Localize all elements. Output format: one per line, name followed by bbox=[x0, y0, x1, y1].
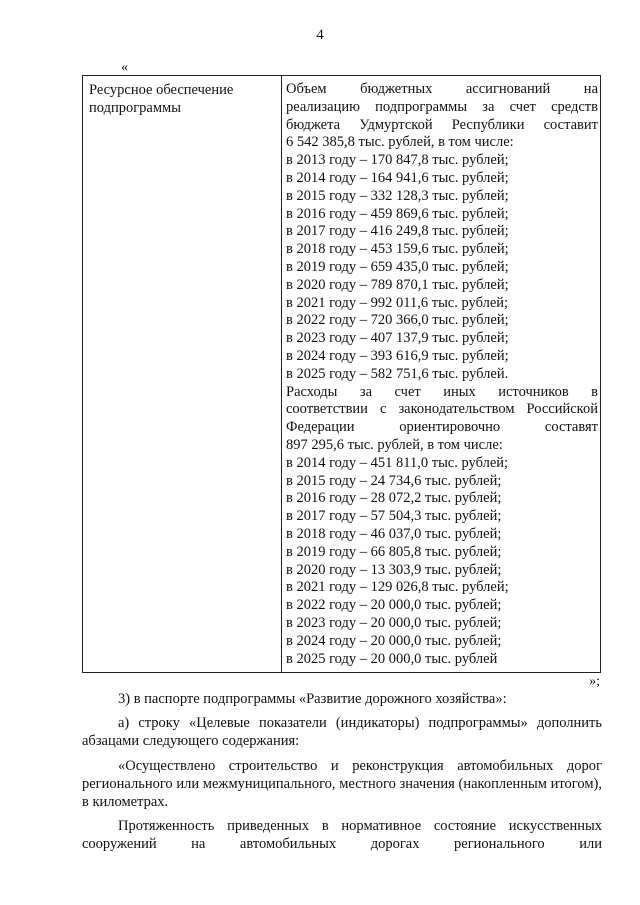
table-value-cell bbox=[286, 81, 598, 668]
other-intro-line: 897 295,6 тыс. рублей, в том числе: bbox=[286, 436, 503, 453]
budget-year-line: в 2016 году – 459 869,6 тыс. рублей; bbox=[286, 205, 509, 222]
budget-year-line: в 2021 году – 992 011,6 тыс. рублей; bbox=[286, 294, 509, 311]
other-year-line: в 2025 году – 20 000,0 тыс. рублей bbox=[286, 650, 498, 667]
other-year-line: в 2016 году – 28 072,2 тыс. рублей; bbox=[286, 490, 502, 507]
budget-year-line: в 2013 году – 170 847,8 тыс. рублей; bbox=[286, 152, 509, 169]
other-year-line: в 2020 году – 13 303,9 тыс. рублей; bbox=[286, 561, 502, 578]
other-year-line: в 2024 году – 20 000,0 тыс. рублей; bbox=[286, 632, 502, 649]
other-year-line: в 2017 году – 57 504,3 тыс. рублей; bbox=[286, 508, 502, 525]
other-intro-line: соответствии с законодательством Российской bbox=[286, 401, 598, 418]
document-body bbox=[82, 690, 602, 854]
other-intro-line: Федерации ориентировочно составят bbox=[286, 419, 598, 436]
budget-year-line: в 2023 году – 407 137,9 тыс. рублей; bbox=[286, 330, 509, 347]
budget-year-line: в 2019 году – 659 435,0 тыс. рублей; bbox=[286, 258, 509, 275]
paragraph-subitem-a-line: а) строку «Целевые показатели (индикаторы) подпрограммы» дополнить bbox=[118, 715, 602, 732]
paragraph-indicator-structures-line: сооружений на автомобильных дорогах регионального или bbox=[82, 836, 602, 853]
budget-year-line: в 2014 году – 164 941,6 тыс. рублей; bbox=[286, 169, 509, 186]
paragraph-item-3: 3) в паспорте подпрограммы «Развитие дорожного хозяйства»: bbox=[118, 691, 507, 707]
budget-year-line: в 2017 году – 416 249,8 тыс. рублей; bbox=[286, 223, 509, 240]
opening-quote-mark: « bbox=[121, 60, 128, 75]
budget-year-line: в 2022 году – 720 366,0 тыс. рублей; bbox=[286, 312, 509, 329]
budget-year-line: в 2015 году – 332 128,3 тыс. рублей; bbox=[286, 187, 509, 204]
paragraph-indicator-structures-line: Протяженность приведенных в нормативное состояние искусственных bbox=[118, 818, 602, 835]
budget-intro-line: реализацию подпрограммы за счет средств bbox=[286, 98, 598, 115]
other-year-line: в 2018 году – 46 037,0 тыс. рублей; bbox=[286, 525, 502, 542]
other-year-line: в 2023 году – 20 000,0 тыс. рублей; bbox=[286, 614, 502, 631]
other-year-line: в 2021 году – 129 026,8 тыс. рублей; bbox=[286, 579, 509, 596]
other-year-line: в 2022 году – 20 000,0 тыс. рублей; bbox=[286, 597, 502, 614]
budget-year-line: в 2020 году – 789 870,1 тыс. рублей; bbox=[286, 276, 509, 293]
page-number: 4 bbox=[316, 27, 324, 43]
paragraph-indicator-roads: «Осуществлено строительство и реконструкция автомобильных дорог регионального или межмуниципального, местного значения (накопленным итогом), в километрах. bbox=[82, 757, 602, 811]
budget-intro-line: Объем бюджетных ассигнований на bbox=[286, 81, 598, 97]
other-year-line: в 2015 году – 24 734,6 тыс. рублей; bbox=[286, 472, 502, 489]
closing-quote-mark: »; bbox=[589, 674, 600, 689]
column-divider bbox=[281, 76, 282, 672]
budget-year-line: в 2024 году – 393 616,9 тыс. рублей; bbox=[286, 347, 509, 364]
table-label-cell: Ресурсное обеспечение подпрограммы bbox=[89, 82, 234, 116]
other-year-line: в 2019 году – 66 805,8 тыс. рублей; bbox=[286, 543, 502, 560]
budget-year-line: в 2025 году – 582 751,6 тыс. рублей. bbox=[286, 365, 509, 382]
paragraph-subitem-a-line: абзацами следующего содержания: bbox=[82, 733, 300, 750]
budget-intro-line: бюджета Удмуртской Республики составит bbox=[286, 116, 598, 133]
budget-intro-line: 6 542 385,8 тыс. рублей, в том числе: bbox=[286, 134, 514, 151]
resource-table bbox=[82, 75, 601, 673]
other-intro-line: Расходы за счет иных источников в bbox=[286, 383, 598, 400]
other-year-line: в 2014 году – 451 811,0 тыс. рублей; bbox=[286, 454, 509, 471]
budget-year-line: в 2018 году – 453 159,6 тыс. рублей; bbox=[286, 241, 509, 258]
